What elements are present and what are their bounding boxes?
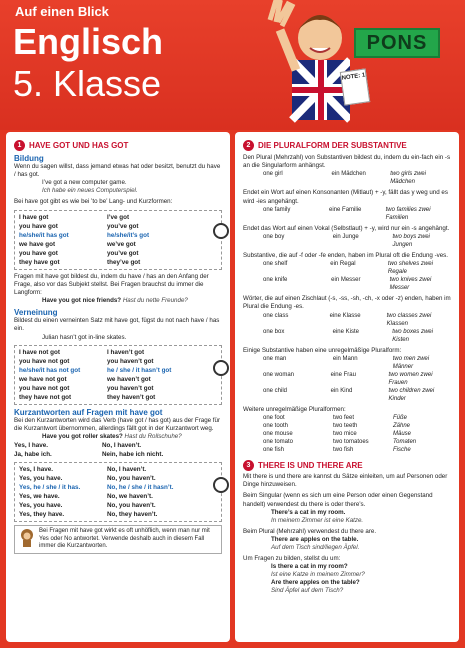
table-cell: No, we haven’t. (107, 493, 153, 501)
plural-cell: one mouse (263, 431, 293, 438)
table-cell: Yes, we have. (19, 493, 60, 501)
subheading-bildung: Bildung (14, 154, 44, 163)
plural-row (243, 206, 451, 222)
table-row (19, 231, 217, 240)
section-2-title: 2 DIE PLURALFORM DER SUBSTANTIVE (243, 140, 451, 151)
plural-cell: one boy (263, 234, 285, 241)
there-intro: Mit there is und there are kannst du Sätze einleiten, um auf Personen oder Dinge hinzuweisen. (243, 473, 448, 489)
plural-cell: two knives zwei Messer (389, 277, 432, 292)
plural-cell: Tomaten (393, 439, 417, 446)
plural-row (243, 414, 451, 422)
plural-row (243, 170, 451, 186)
flag-icon (213, 223, 229, 239)
plural-cell: two teeth (333, 423, 358, 430)
plural-cell: eine Kiste (332, 328, 359, 335)
plural-row (243, 233, 451, 249)
plural-row (243, 312, 451, 328)
plural-row (243, 446, 451, 454)
table-cell: Yes, you have. (19, 475, 63, 483)
plural-cell: one knife (263, 277, 288, 284)
table-cell: Yes, I have. (14, 442, 48, 450)
plural-cell: one foot (263, 415, 285, 422)
plural-row (243, 260, 451, 276)
rule-text: Einige Substantive haben eine unregelmäßige Pluralform: (243, 346, 402, 354)
table-cell: No, you haven’t. (107, 502, 156, 510)
kicker: Auf einen Blick (15, 4, 109, 19)
plural-cell: Mäuse (393, 431, 412, 438)
table-cell: No, you haven’t. (107, 475, 156, 483)
table-cell: he/she/it has not got (19, 366, 81, 374)
flag-icon (213, 360, 229, 376)
table-cell: Yes, you have. (19, 502, 63, 510)
table-cell: he/she/it’s got (107, 231, 150, 239)
header (0, 0, 465, 130)
table-row (19, 357, 217, 366)
rule-text: Weitere unregelmäßige Pluralformen: (243, 405, 346, 413)
plural-cell: ein Regal (330, 261, 356, 268)
table-cell: you have got (19, 249, 58, 257)
plural-cell: two tomatoes (333, 439, 369, 446)
section-3-title: 3 THERE IS UND THERE ARE (243, 460, 451, 471)
plural-cell: one fish (263, 447, 285, 454)
there-question-translation-1: Ist eine Katze in meinem Zimmer? (271, 571, 365, 579)
plural-cell: Füße (393, 415, 408, 422)
table-cell: they have got (19, 258, 60, 266)
short-answer-example: Have you got roller skates? (42, 433, 123, 441)
table-row (14, 450, 222, 459)
plural-cell: two men zwei Männer (392, 355, 430, 370)
table-cell: we have got (19, 240, 56, 248)
plural-cell: two feet (333, 415, 355, 422)
table-cell: they’ve got (107, 258, 141, 266)
table-cell: you haven’t got (107, 357, 154, 365)
mascot-illustration (240, 0, 350, 128)
table-cell: you have not got (19, 384, 70, 392)
table-row (19, 492, 217, 501)
table-row (19, 483, 217, 492)
table-cell: you haven’t got (107, 384, 154, 392)
plural-row (243, 328, 451, 344)
section-1-title: 1 HAVE GOT UND HAS GOT (14, 140, 222, 151)
plural-cell: Fische (393, 447, 411, 454)
table-cell: Yes, they have. (19, 511, 65, 519)
plural-cell: ein Mann (332, 355, 358, 362)
table-row (19, 474, 217, 483)
table-cell: I have got (19, 213, 49, 221)
there-plural: Beim Plural (Mehrzahl) verwendest du there are. (243, 527, 377, 535)
plural-cell: one girl (263, 171, 283, 178)
plural-row (243, 355, 451, 371)
left-column (6, 132, 230, 642)
note-sign: NOTE: 1 (340, 68, 370, 105)
plural-cell: two boys zwei Jungen (392, 234, 430, 249)
negation-example: Julian hasn’t got in-line skates. (42, 333, 127, 341)
table-cell: you have got (19, 222, 58, 230)
plural-cell: two classes zwei Klassen (386, 312, 432, 327)
plural-cell: one box (263, 328, 285, 335)
plural-cell: Zähne (393, 423, 411, 430)
plural-cell: one man (263, 355, 287, 362)
there-singular-translation: In meinem Zimmer ist eine Katze. (271, 516, 364, 524)
long-form-intro: Bei have got gibt es wie bei ’to be’ Lang- und Kurzformen: (14, 198, 173, 206)
example: I’ve got a new computer game. (42, 179, 127, 187)
plural-cell: two mice (333, 431, 357, 438)
pons-logo: PONS (354, 28, 440, 58)
plural-cell: one child (263, 387, 288, 394)
table-cell: No, I haven’t. (102, 442, 142, 450)
table-cell: No, they haven’t. (107, 511, 158, 519)
table-cell: you have not got (19, 357, 70, 365)
rule-text: Endet das Wort auf einen Vokal (Selbstlaut) + -y, wird nur ein -s angehängt. (243, 224, 450, 232)
there-plural-translation: Auf dem Tisch sind/liegen Äpfel. (271, 544, 360, 552)
tip-box: Bei Fragen mit have got wirkt es oft unhöflich, wenn man nur mit Yes oder No antwortet. Verwende deshalb auch in diesem Fall immer die Kurzantworten. (14, 525, 222, 554)
long-form-table (14, 210, 222, 270)
table-row (19, 510, 217, 519)
plural-cell: two children zwei Kinder (388, 387, 435, 402)
table-cell: he/she/it has got (19, 231, 69, 239)
there-singular: Beim Singular (wenn es sich um eine Person oder einen Gegenstand handelt) verwendest du there is oder there’s. (243, 492, 433, 508)
plural-rules (243, 154, 451, 454)
table-row (19, 348, 217, 357)
plural-cell: ein Mädchen (331, 171, 366, 178)
table-cell: I have not got (19, 348, 60, 356)
plural-cell: one family (263, 206, 291, 213)
page-subtitle: 5. Klasse (13, 63, 162, 104)
short-answers-table (14, 462, 222, 522)
table-row (19, 384, 217, 393)
table-cell: Ja, habe ich. (14, 451, 52, 459)
plural-row (243, 387, 451, 403)
table-cell: we’ve got (107, 240, 136, 248)
there-question-translation-2: Sind Äpfel auf dem Tisch? (271, 587, 344, 595)
table-row (19, 501, 217, 510)
plural-cell: one class (263, 312, 289, 319)
table-row (19, 240, 217, 249)
plural-row (243, 430, 451, 438)
example-translation: Ich habe ein neues Computerspiel. (42, 187, 138, 195)
table-cell: you’ve got (107, 222, 139, 230)
rule-text: Wörter, die auf einen Zischlaut (-s, -ss, -sh, -ch, -x oder -z) enden, haben im Plural die Endung -es. (243, 295, 451, 311)
plural-cell: two boxes zwei Kisten (392, 328, 433, 343)
table-row (19, 258, 217, 267)
plural-cell: two girls zwei Mädchen (390, 171, 426, 186)
question-example: Have you got nice friends? (42, 297, 122, 305)
plural-cell: ein Kind (330, 387, 353, 394)
table-cell: Yes, he / she / it has. (19, 484, 81, 492)
plural-cell: two fish (333, 447, 354, 454)
short-answers-text: Bei den Kurzantworten wird das Verb (have got / has got) aus der Frage für die Kurzantwort übernommen, allerdings fällt got in der Kurzantwort weg. (14, 416, 221, 432)
rule-text: Den Plural (Mehrzahl) von Substantiven bildest du, indem du ein-fach ein -s an die Singularform anhängst. (243, 154, 451, 170)
there-question: Um Fragen zu bilden, stellst du um: (243, 555, 341, 563)
table-cell: Yes, I have. (19, 466, 53, 474)
plural-cell: eine Klasse (329, 312, 361, 319)
table-row (19, 393, 217, 402)
plural-cell: one shelf (263, 261, 288, 268)
plural-cell: ein Messer (331, 277, 361, 284)
question-text: Fragen mit have got bildest du, indem du have / has an den Anfang der Frage, also vor das Subjekt stellst. Bei Fragen brauchst du immer die Langform: (14, 272, 209, 297)
there-question-example-2: Are there apples on the table? (271, 579, 360, 587)
table-cell: No, he / she / it hasn’t. (107, 484, 174, 492)
plural-cell: two shelves zwei Regale (387, 261, 433, 276)
plural-cell: eine Familie (329, 206, 362, 213)
plural-cell: eine Frau (330, 371, 356, 378)
bildung-text: Wenn du sagen willst, dass jemand etwas hat oder besitzt, benutzt du have / has got. (14, 163, 221, 179)
short-answer-translation: Hast du Rollschuhe? (124, 433, 182, 441)
table-cell: we haven’t got (107, 375, 151, 383)
monkey-icon (18, 528, 36, 548)
plural-row (243, 371, 451, 387)
plural-cell: one tooth (263, 423, 289, 430)
table-cell: we have not got (19, 375, 67, 383)
table-cell: they haven’t got (107, 393, 156, 401)
table-row (19, 249, 217, 258)
table-row (19, 375, 217, 384)
table-cell: he / she / it hasn’t got (107, 366, 172, 374)
table-row (19, 366, 217, 375)
rule-text: Substantive, die auf -f oder -fe enden, haben im Plural oft die Endung -ves. (243, 252, 449, 260)
table-row (19, 222, 217, 231)
right-column (235, 132, 459, 642)
table-cell: you’ve got (107, 249, 139, 257)
there-singular-example: There’s a cat in my room. (271, 508, 346, 516)
plural-cell: one woman (263, 371, 295, 378)
table-cell: Nein, habe ich nicht. (102, 451, 164, 459)
there-plural-example: There are apples on the table. (271, 536, 359, 544)
table-row (19, 465, 217, 474)
plural-cell: one tomato (263, 439, 294, 446)
plural-row (243, 276, 451, 292)
negation-table (14, 345, 222, 405)
negation-text: Bildest du einen verneinten Satz mit have got, fügst du not nach have / has ein. (14, 317, 220, 333)
flag-icon (213, 477, 229, 493)
short-answer-example-rows (14, 441, 222, 459)
table-cell: I’ve got (107, 213, 130, 221)
question-translation: Hast du nette Freunde? (122, 297, 188, 305)
subheading-short-answers: Kurzantworten auf Fragen mit have got (14, 407, 163, 417)
table-cell: No, I haven’t. (107, 466, 147, 474)
rule-text: Endet ein Wort auf einen Konsonanten (Mitlaut) + -y, fällt das y weg und es wird -ies angehängt. (243, 189, 448, 205)
table-cell: I haven’t got (107, 348, 145, 356)
page-title: Englisch (13, 21, 164, 62)
plural-row (243, 438, 451, 446)
plural-cell: ein Junge (332, 234, 359, 241)
plural-row (243, 422, 451, 430)
subheading-verneinung: Verneinung (14, 308, 58, 318)
plural-cell: two women zwei Frauen (388, 371, 433, 386)
table-row (14, 441, 222, 450)
plural-cell: two families zwei Familien (385, 206, 431, 221)
table-row (19, 213, 217, 222)
table-cell: they have not got (19, 393, 72, 401)
there-question-example-1: Is there a cat in my room? (271, 563, 348, 571)
